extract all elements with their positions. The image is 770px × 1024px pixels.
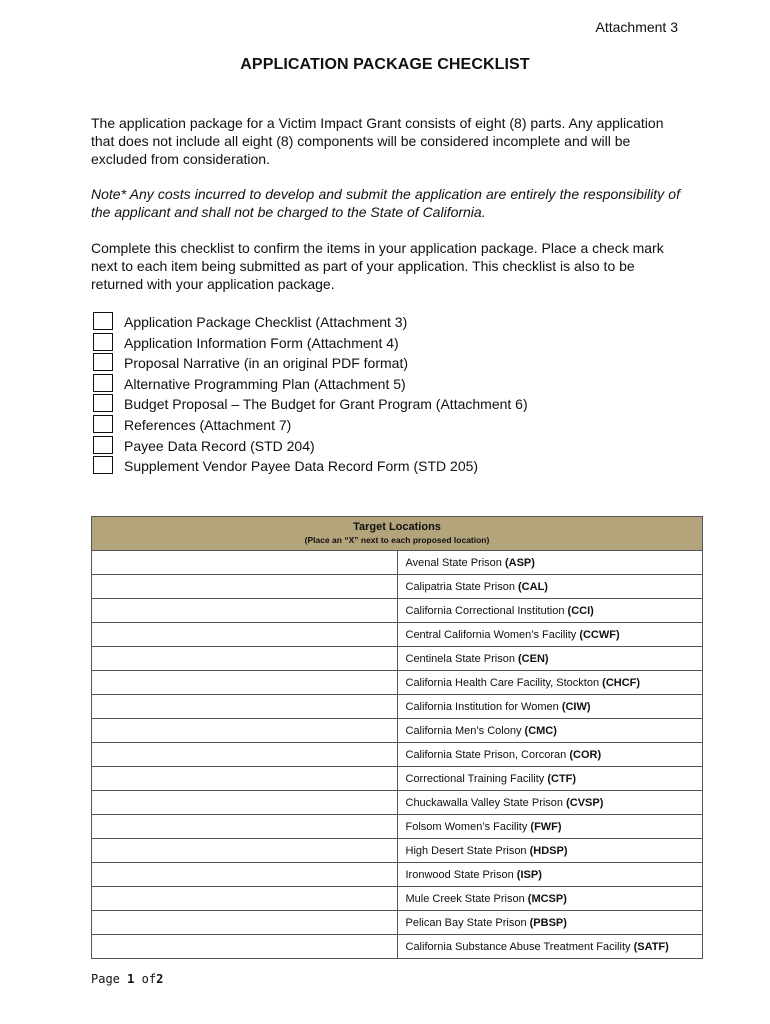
table-row: [92, 767, 703, 791]
location-name-cell: [397, 599, 703, 623]
location-mark-cell[interactable]: [92, 839, 398, 863]
location-code: (CIW): [561, 700, 591, 713]
checklist-item-label: Application Package Checklist (Attachment 3): [124, 314, 408, 330]
checklist-checkbox[interactable]: [93, 333, 113, 351]
table-row: [92, 935, 703, 959]
location-name: California Health Care Facility, Stockton: [405, 676, 600, 689]
table-row: [92, 599, 703, 623]
location-mark-cell[interactable]: [92, 863, 398, 887]
location-mark-cell[interactable]: [92, 719, 398, 743]
location-name-cell: [397, 695, 703, 719]
table-subtitle: (Place an “X” next to each proposed location): [304, 535, 490, 545]
location-name-cell: [397, 887, 703, 911]
page-title: APPLICATION PACKAGE CHECKLIST: [240, 56, 530, 73]
checklist-item-label: Budget Proposal – The Budget for Grant Program (Attachment 6): [124, 396, 528, 413]
note-paragraph: Note* Any costs incurred to develop and submit the application are entirely the responsibility of the applicant and shall not be charged to the State of California.: [91, 186, 680, 220]
table-row: [92, 671, 703, 695]
location-name: Pelican Bay State Prison: [405, 916, 527, 929]
table-row: [92, 719, 703, 743]
location-name: Chuckawalla Valley State Prison: [405, 796, 564, 809]
location-code: (ASP): [504, 556, 535, 569]
location-name: Folsom Women’s Facility: [405, 820, 528, 833]
table-body: [92, 551, 703, 959]
checklist-item: [91, 353, 691, 374]
location-name-cell: [397, 671, 703, 695]
checklist-item: [91, 436, 691, 457]
application-checklist: [91, 312, 691, 477]
checklist-item-label: Proposal Narrative (in an original PDF format): [124, 355, 408, 372]
location-name: Calipatria State Prison: [405, 580, 515, 593]
target-locations-table: [91, 516, 703, 959]
location-mark-cell[interactable]: [92, 575, 398, 599]
location-name: California Correctional Institution: [405, 604, 565, 617]
checklist-item-label: Application Information Form (Attachment 4): [124, 334, 399, 351]
instructions-paragraph: Complete this checklist to confirm the items in your application package. Place a check mark next to each item being submitted as part of your application. This checklist is also to be returned with your application package.: [91, 240, 664, 292]
location-mark-cell[interactable]: [92, 767, 398, 791]
location-name: Ironwood State Prison: [405, 868, 514, 881]
location-name: Correctional Training Facility: [405, 772, 545, 785]
location-code: (SATF): [633, 940, 669, 953]
table-row: [92, 839, 703, 863]
location-name-cell: [397, 743, 703, 767]
location-name-cell: [397, 863, 703, 887]
location-name: California State Prison, Corcoran: [405, 748, 567, 761]
location-name: California Substance Abuse Treatment Facility: [405, 940, 631, 953]
of-word: of: [141, 972, 157, 986]
location-name: California Men’s Colony: [405, 724, 522, 737]
location-code: (CCI): [567, 604, 594, 617]
location-code: (CAL): [518, 580, 548, 593]
location-mark-cell[interactable]: [92, 551, 398, 575]
checklist-item: [91, 394, 691, 415]
table-row: [92, 551, 703, 575]
table-row: [92, 695, 703, 719]
table-title: Target Locations: [353, 521, 441, 533]
location-code: (CEN): [518, 652, 549, 665]
table-row: [92, 743, 703, 767]
location-mark-cell[interactable]: [92, 599, 398, 623]
location-mark-cell[interactable]: [92, 887, 398, 911]
location-code: (PBSP): [529, 916, 567, 929]
checklist-checkbox[interactable]: [93, 436, 113, 454]
location-name-cell: [397, 575, 703, 599]
table-row: [92, 815, 703, 839]
location-name-cell: [397, 623, 703, 647]
location-mark-cell[interactable]: [92, 911, 398, 935]
checklist-checkbox[interactable]: [93, 456, 113, 474]
location-code: (CTF): [547, 772, 577, 785]
checklist-item-label: Alternative Programming Plan (Attachment 5): [124, 375, 406, 392]
location-name: California Institution for Women: [405, 700, 559, 713]
attachment-label: Attachment 3: [595, 19, 678, 35]
location-name-cell: [397, 647, 703, 671]
location-mark-cell[interactable]: [92, 623, 398, 647]
location-name-cell: [397, 935, 703, 959]
location-code: (HDSP): [529, 844, 568, 857]
location-name-cell: [397, 551, 703, 575]
location-mark-cell[interactable]: [92, 815, 398, 839]
checklist-item: [91, 333, 691, 354]
location-mark-cell[interactable]: [92, 647, 398, 671]
location-mark-cell[interactable]: [92, 791, 398, 815]
page-current: 1: [127, 972, 135, 986]
table-row: [92, 887, 703, 911]
page-total: 2: [156, 972, 164, 986]
location-mark-cell[interactable]: [92, 935, 398, 959]
table-row: [92, 791, 703, 815]
checklist-checkbox[interactable]: [93, 374, 113, 392]
location-name-cell: [397, 815, 703, 839]
checklist-checkbox[interactable]: [93, 312, 113, 330]
checklist-item: [91, 374, 691, 395]
location-name-cell: [397, 911, 703, 935]
table-row: [92, 623, 703, 647]
checklist-item-label: References (Attachment 7): [124, 416, 292, 433]
checklist-item-label: Supplement Vendor Payee Data Record Form (STD 205): [124, 458, 479, 475]
location-code: (FWF): [530, 820, 562, 833]
location-mark-cell[interactable]: [92, 743, 398, 767]
location-code: (CHCF): [602, 676, 641, 689]
location-mark-cell[interactable]: [92, 695, 398, 719]
table-row: [92, 863, 703, 887]
location-name: Central California Women’s Facility: [405, 628, 577, 641]
location-name: Centinela State Prison: [405, 652, 515, 665]
checklist-item: [91, 415, 691, 436]
location-name-cell: [397, 719, 703, 743]
page-footer: [91, 972, 163, 986]
checklist-item: [91, 456, 691, 477]
location-name-cell: [397, 839, 703, 863]
location-name: Mule Creek State Prison: [405, 892, 525, 905]
table-row: [92, 647, 703, 671]
location-code: (MCSP): [527, 892, 567, 905]
page-word: Page: [91, 972, 120, 986]
table-row: [92, 911, 703, 935]
checklist-item: [91, 312, 691, 333]
location-code: (COR): [569, 748, 602, 761]
location-mark-cell[interactable]: [92, 671, 398, 695]
location-code: (CMC): [524, 724, 557, 737]
intro-paragraph: The application package for a Victim Impact Grant consists of eight (8) parts. Any application that does not include all eight (8) components will be considered incomplete and will be excluded from consideration.: [91, 115, 664, 167]
location-code: (CCWF): [579, 628, 620, 641]
table-header: [92, 517, 703, 551]
location-name-cell: [397, 791, 703, 815]
location-name-cell: [397, 767, 703, 791]
location-code: (CVSP): [566, 796, 604, 809]
table-row: [92, 575, 703, 599]
checklist-checkbox[interactable]: [93, 415, 113, 433]
location-name: High Desert State Prison: [405, 844, 527, 857]
checklist-checkbox[interactable]: [93, 394, 113, 412]
checklist-checkbox[interactable]: [93, 353, 113, 371]
checklist-item-label: Payee Data Record (STD 204): [124, 437, 315, 454]
location-code: (ISP): [516, 868, 542, 881]
location-name: Avenal State Prison: [405, 556, 502, 569]
